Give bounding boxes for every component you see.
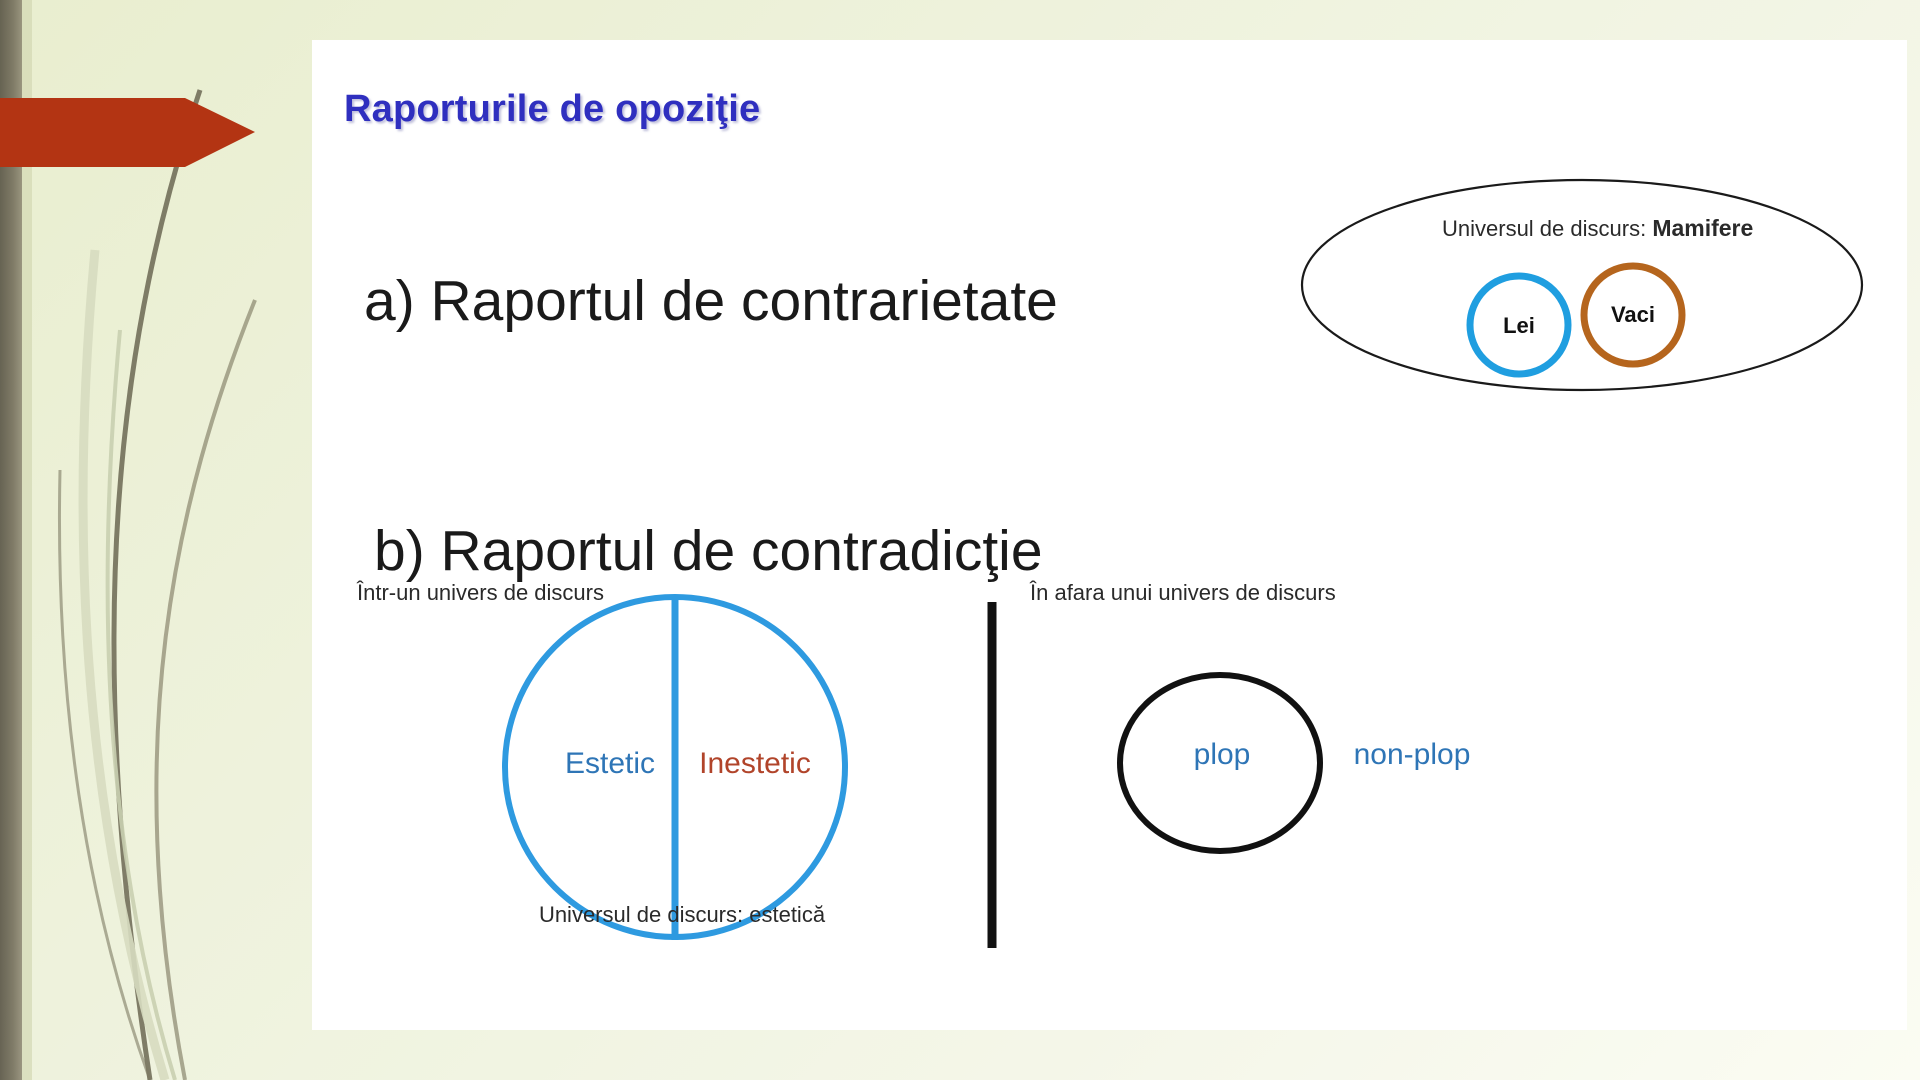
universe-of-discourse-label [1442, 215, 1753, 242]
contrariety-diagram [1292, 165, 1892, 445]
caption-inside-universe: Într-un univers de discurs [357, 580, 604, 605]
page-title: Raporturile de opoziţie [344, 88, 761, 130]
red-arrow-banner-icon [0, 95, 260, 170]
heading-contrarietate: a) Raportul de contrarietate [364, 269, 1058, 333]
heading-contradictie: b) Raportul de contradicţie [374, 519, 1043, 583]
universe-value-text: Mamifere [1652, 215, 1754, 241]
circle-label-lei: Lei [1503, 313, 1535, 338]
circle-label-vaci: Vaci [1610, 302, 1656, 327]
contradiction-shapes-icon [312, 580, 1907, 1020]
caption-outside-universe: În afara unui univers de discurs [1030, 580, 1336, 605]
slide-content-card [312, 40, 1907, 1030]
label-plop: plop [1193, 738, 1251, 771]
label-estetic: Estetic [564, 747, 656, 780]
label-non-plop: non-plop [1353, 738, 1471, 771]
universe-prefix-text: Universul de discurs: [1442, 216, 1647, 241]
contradiction-diagram [312, 580, 1907, 1020]
label-inestetic: Inestetic [699, 747, 811, 780]
label-universe-estetica: Universul de discurs: estetică [538, 902, 826, 927]
